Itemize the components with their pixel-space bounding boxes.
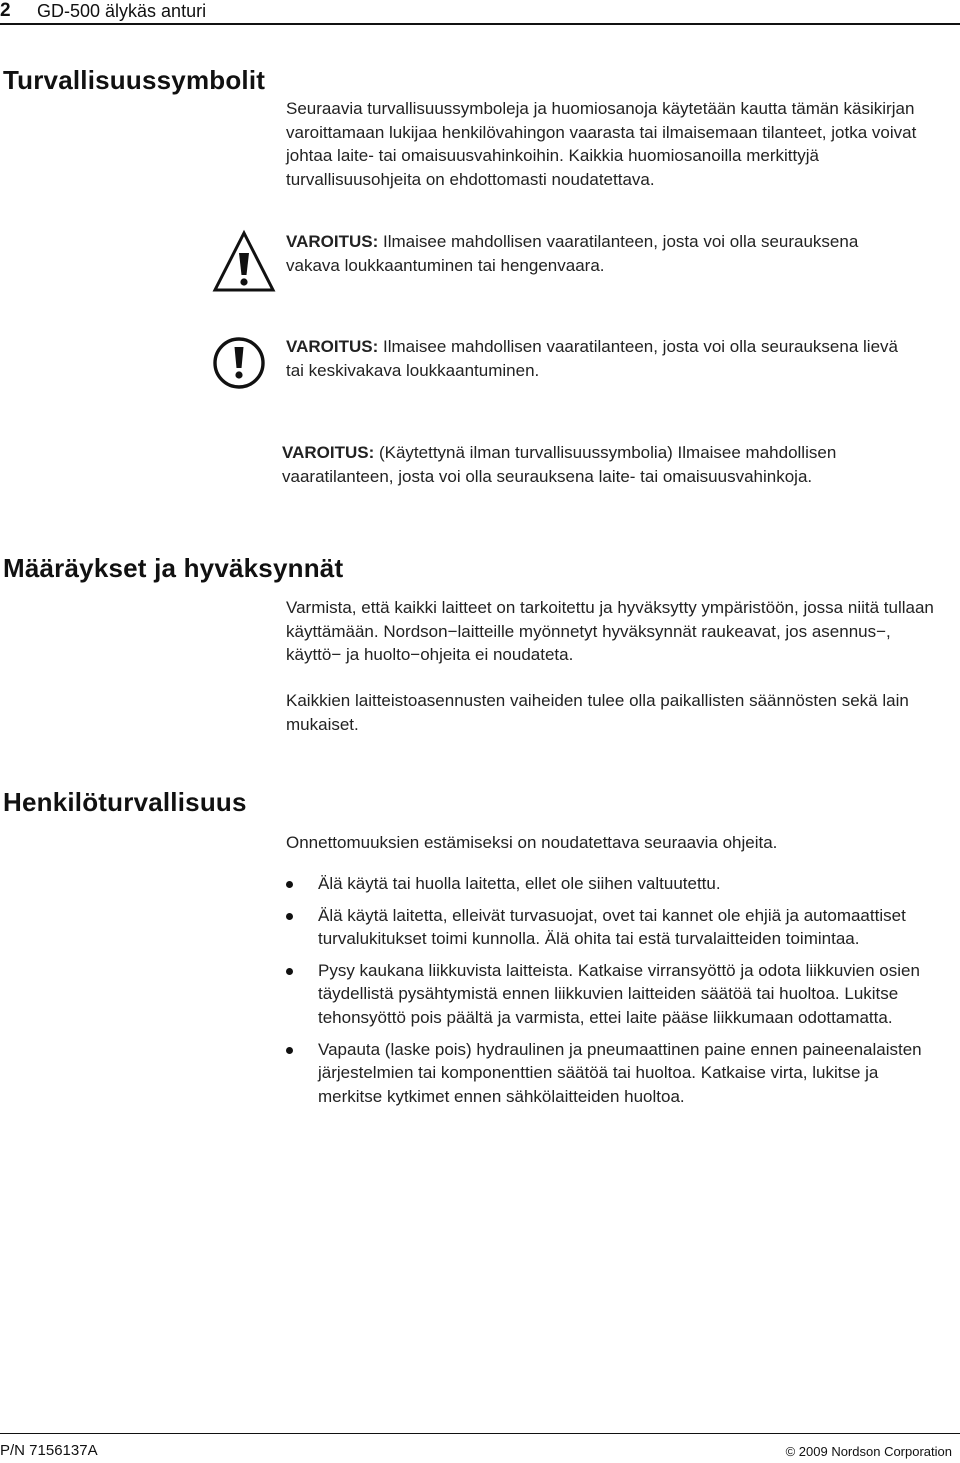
list-item-text: Älä käytä tai huolla laitetta, ellet ole siihen valtuutettu. [318,874,721,893]
list-item [286,1038,926,1109]
warning-triangle-icon [212,229,276,298]
section-heading-personal-safety: Henkilöturvallisuus [3,787,247,817]
warning-moderate [286,335,906,382]
bullet-icon [286,913,293,920]
copyright: © 2009 Nordson Corporation [785,1444,952,1459]
warning-text: Ilmaisee mahdollisen vaaratilanteen, josta voi olla seurauksena vakava loukkaantuminen tai hengenvaara. [286,232,859,275]
bullet-icon [286,881,293,888]
warning-circle-icon [212,336,266,395]
part-number: P/N 7156137A [0,1442,98,1459]
list-item-text: Pysy kaukana liikkuvista laitteista. Katkaise virransyöttö ja odota liikkuvien osien täydellistä pysähtymistä ennen liikkuvien laitteiden säätöä tai huoltoa. Lukitse tehonsyöttö pois päältä ja varmista, ettei laite pääse liikkumaan odottamatta. [318,960,920,1027]
list-item [286,872,926,896]
section-heading-regulations: Määräykset ja hyväksynnät [3,553,344,583]
regulations-paragraph-2: Kaikkien laitteistoasennusten vaiheiden tulee olla paikallisten säännösten sekä lain mukaiset. [286,691,909,734]
bullet-icon [286,1047,293,1054]
warning-property [282,441,952,488]
section-heading-safety-symbols: Turvallisuussymbolit [3,65,266,95]
warning-label: VAROITUS: [286,232,379,251]
warning-severe [286,230,906,277]
list-item [286,959,926,1030]
list-item-text: Älä käytä laitetta, elleivät turvasuojat, ovet tai kannet ole ehjiä ja automaattiset turvalukitukset toimi kunnolla. Älä ohita tai estä turvalaitteiden toimintaa. [318,905,906,949]
safety-symbols-intro: Seuraavia turvallisuussymboleja ja huomiosanoja käytetään kautta tämän käsikirjan varoittamaan lukijaa henkilövahingon vaarasta tai ilmaisemaan tilanteet, jotka voivat johtaa laite- tai omaisuusvahinkoihin. Kaikkia huomiosanoilla merkittyjä turvallisuusohjeita on ehdottomasti noudatettava. [286,99,917,189]
warning-text: Ilmaisee mahdollisen vaaratilanteen, josta voi olla seurauksena lievä tai keskivakava loukkaantuminen. [286,337,898,380]
personal-safety-intro: Onnettomuuksien estämiseksi on noudatettava seuraavia ohjeita. [286,833,778,852]
list-item [286,904,926,951]
warning-text: (Käytettynä ilman turvallisuussymbolia) Ilmaisee mahdollisen vaaratilanteen, josta voi olla seurauksena laite- tai omaisuusvahinkoja. [282,443,837,486]
regulations-paragraph-1: Varmista, että kaikki laitteet on tarkoitettu ja hyväksytty ympäristöön, jossa niitä tullaan käyttämään. Nordson−laitteille myönnetyt hyväksynnät raukeavat, jos asennus−, käyttö− ja huolto−ohjeita ei noudateta. [286,598,934,665]
page-number: 2 [0,0,11,21]
footer-divider [0,1433,960,1434]
warning-label: VAROITUS: [282,443,375,462]
document-title: GD-500 älykäs anturi [37,1,207,21]
header-divider [0,23,960,25]
warning-label: VAROITUS: [286,337,379,356]
list-item-text: Vapauta (laske pois) hydraulinen ja pneumaattinen paine ennen paineenalaisten järjestelmien tai komponenttien säätöä tai huoltoa. Katkaise virta, lukitse ja merkitse kytkimet ennen sähkölaitteiden huoltoa. [318,1039,922,1106]
bullet-icon [286,968,293,975]
personal-safety-list [286,872,926,1116]
